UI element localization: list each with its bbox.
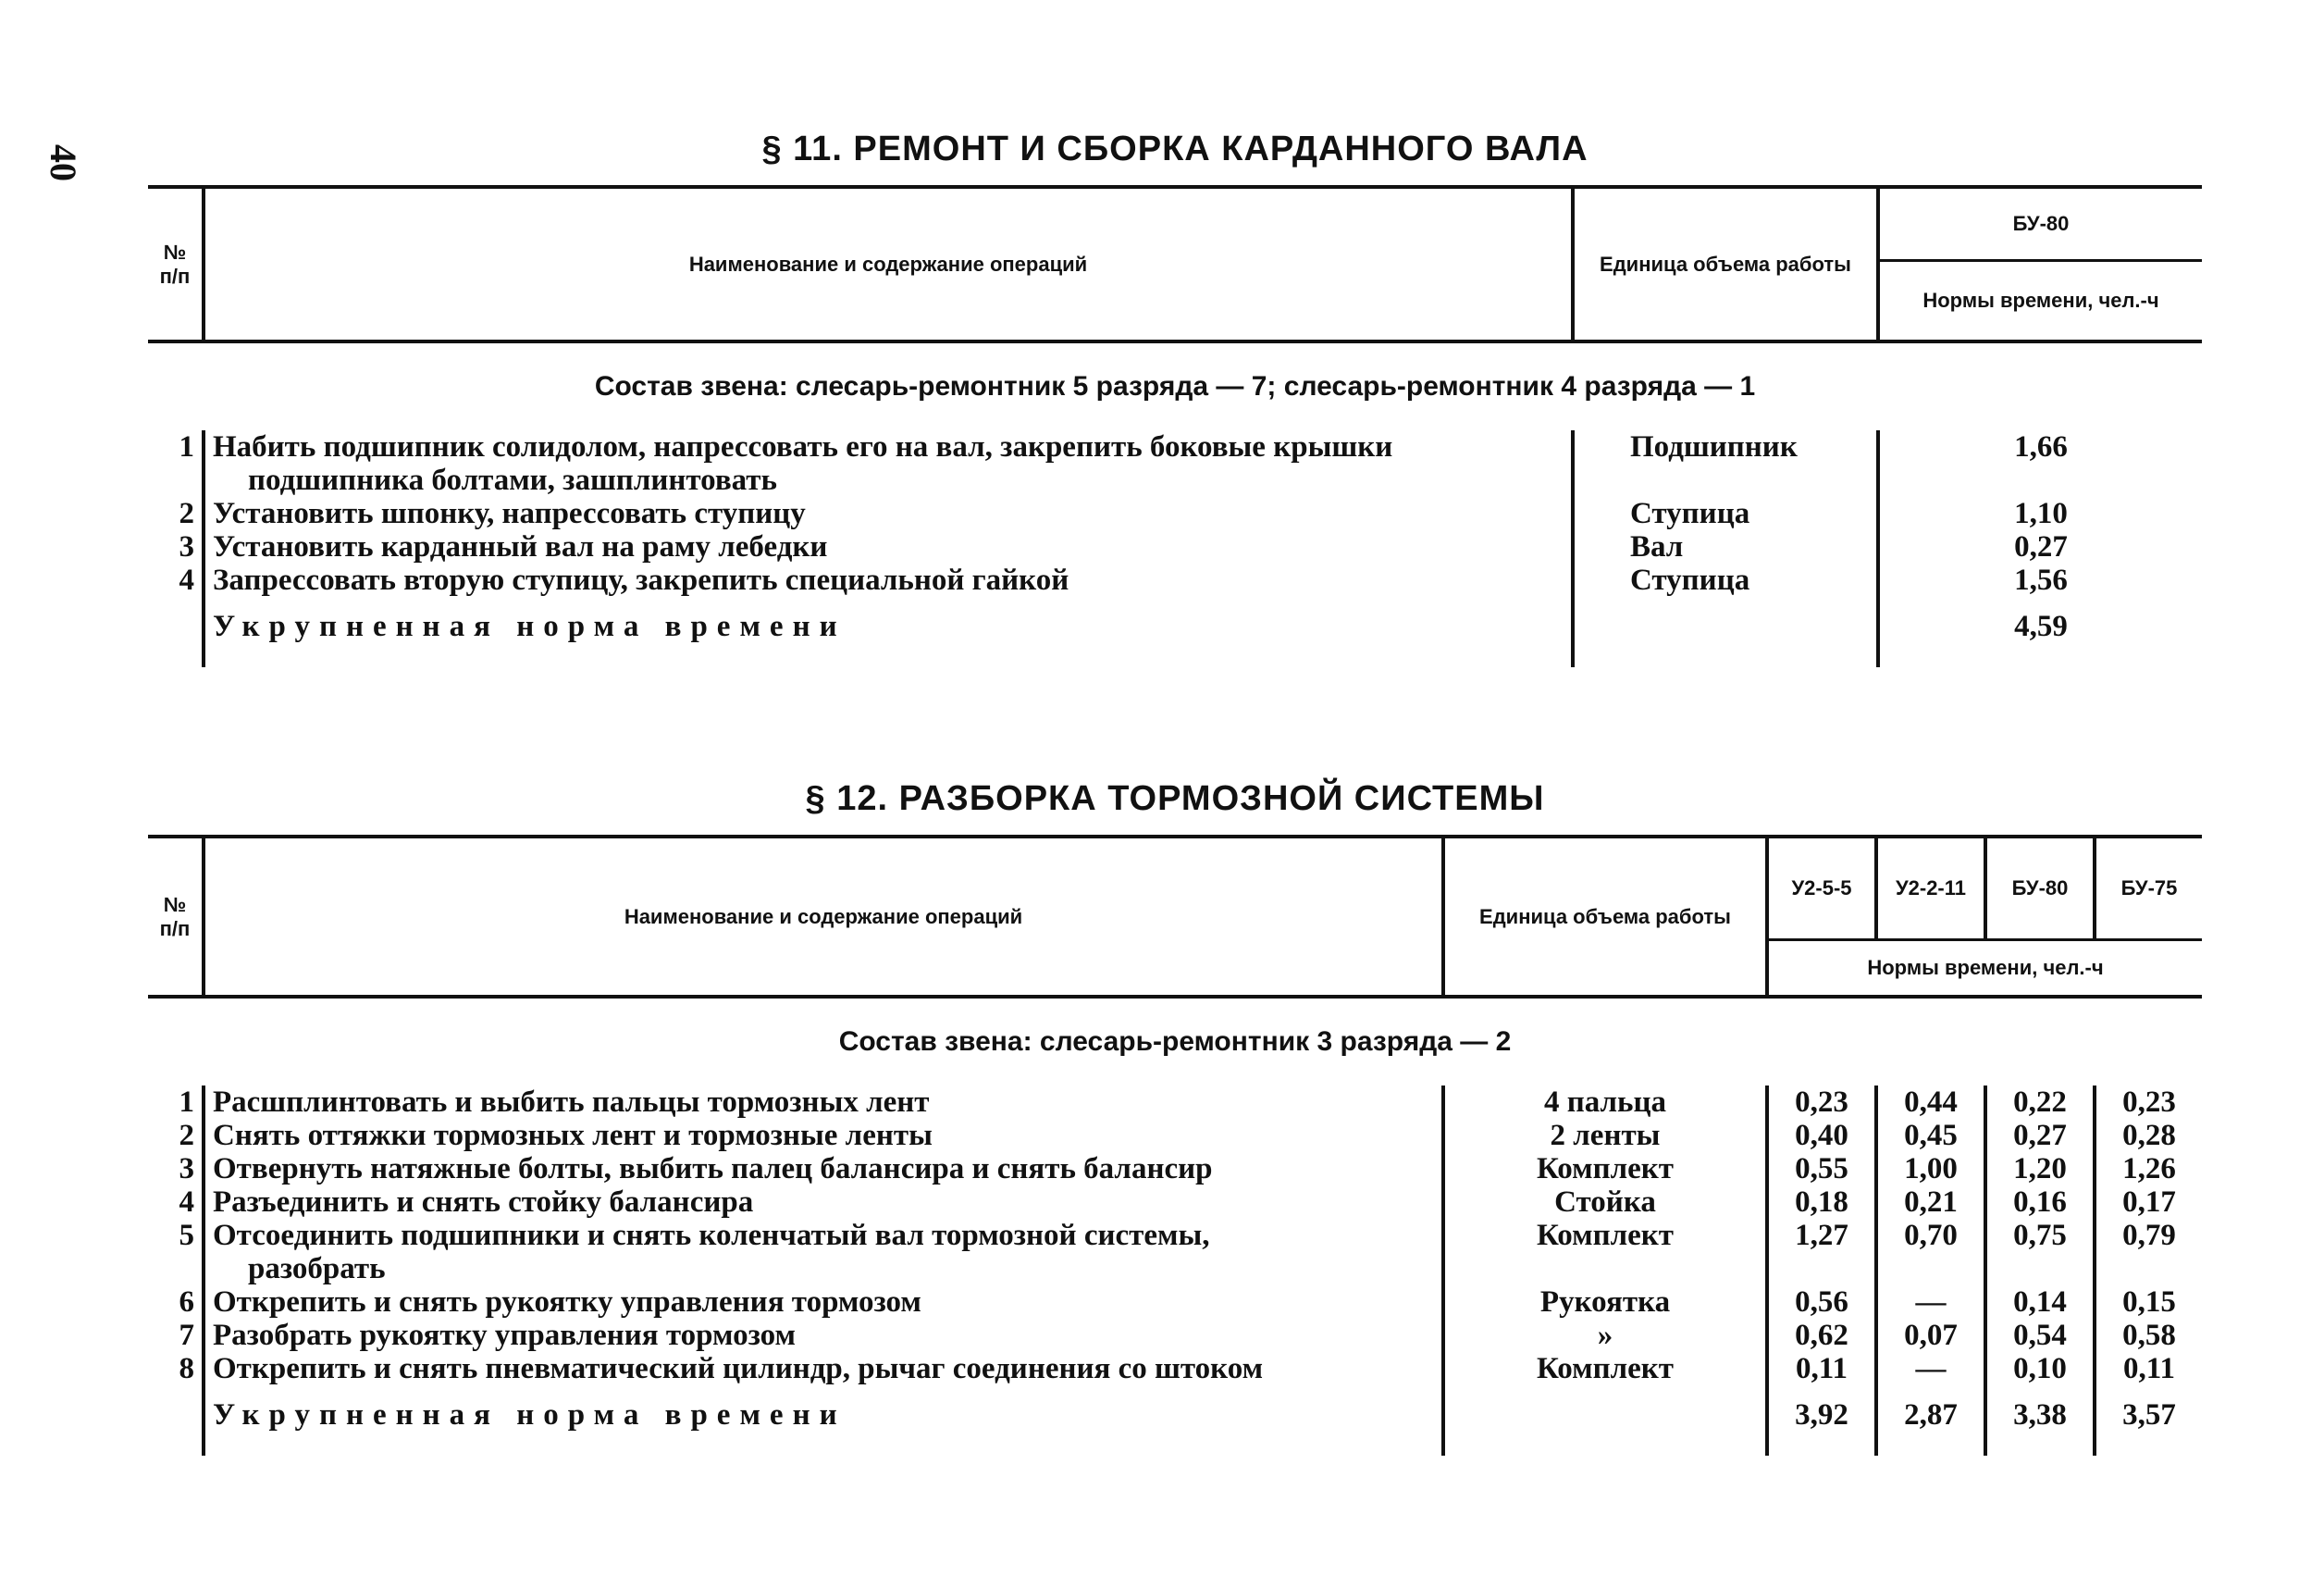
row-name: Набить подшипник солидолом, напрессовать его на вал, закрепить боковые крышки подшипника болтами, зашплинтовать <box>204 430 1573 497</box>
crew-composition: Состав звена: слесарь-ремонтник 3 разряда — 2 <box>838 1026 1512 1057</box>
row-num: 1 <box>179 430 194 464</box>
section-12 <box>148 779 2202 1456</box>
row-value: 0,18 <box>1767 1185 1876 1219</box>
page-number: 40 <box>43 144 84 181</box>
row-value: 0,07 <box>1876 1319 1985 1352</box>
row-value: 0,62 <box>1767 1319 1876 1352</box>
row-value: 1,00 <box>1876 1152 1985 1185</box>
row-num: 1 <box>179 1086 194 1119</box>
row-name: Разъединить и снять стойку балансира <box>204 1185 1443 1219</box>
row-num: 6 <box>179 1285 194 1319</box>
header-model: БУ-80 <box>1878 187 2202 261</box>
total-value: 3,57 <box>2095 1385 2202 1456</box>
header-model: У2-2-11 <box>1876 837 1985 940</box>
row-value: 0,17 <box>2095 1185 2202 1219</box>
row-unit: Ступица <box>1573 564 1878 597</box>
header-name: Наименование и содержание операций <box>204 187 1573 341</box>
row-num: 3 <box>179 1152 194 1185</box>
row-value: 0,27 <box>1985 1119 2095 1152</box>
row-num: 7 <box>179 1319 194 1352</box>
row-unit: Ступица <box>1573 497 1878 530</box>
header-model: БУ-80 <box>1985 837 2095 940</box>
table-row <box>148 564 2202 597</box>
total-value: 4,59 <box>1878 597 2202 667</box>
row-value: 1,26 <box>2095 1152 2202 1185</box>
header-norms: Нормы времени, чел.-ч <box>1767 940 2202 998</box>
row-value: 0,54 <box>1985 1319 2095 1352</box>
row-num: 5 <box>179 1219 194 1252</box>
table-row <box>148 1086 2202 1119</box>
table-row <box>148 1185 2202 1219</box>
row-value: 0,79 <box>2095 1219 2202 1285</box>
table-row <box>148 1119 2202 1152</box>
row-unit: » <box>1443 1319 1767 1352</box>
row-unit: Комплект <box>1443 1352 1767 1385</box>
row-value: 0,11 <box>1767 1352 1876 1385</box>
row-num: 8 <box>179 1352 194 1385</box>
row-unit: 2 ленты <box>1443 1119 1767 1152</box>
row-value: 1,20 <box>1985 1152 2095 1185</box>
row-value: 1,66 <box>1878 430 2202 497</box>
row-num: 2 <box>179 497 194 530</box>
norms-table <box>148 835 2202 1456</box>
row-value: — <box>1876 1352 1985 1385</box>
row-name: Отвернуть натяжные болты, выбить палец балансира и снять балансир <box>204 1152 1443 1185</box>
row-unit: Подшипник <box>1573 430 1878 497</box>
row-unit: Стойка <box>1443 1185 1767 1219</box>
section-title: § 12. РАЗБОРКА ТОРМОЗНОЙ СИСТЕМЫ <box>805 779 1545 818</box>
header-model: У2-5-5 <box>1767 837 1876 940</box>
row-num: 4 <box>179 1185 194 1219</box>
row-value: 0,27 <box>1878 530 2202 564</box>
total-value: 2,87 <box>1876 1385 1985 1456</box>
total-value: 3,38 <box>1985 1385 2095 1456</box>
table-row <box>148 497 2202 530</box>
header-unit: Единица объема работы <box>1443 837 1767 997</box>
row-value: 0,21 <box>1876 1185 1985 1219</box>
row-value: — <box>1876 1285 1985 1319</box>
row-name: Установить карданный вал на раму лебедки <box>204 530 1573 564</box>
table-row <box>148 1219 2202 1285</box>
row-name: Запрессовать вторую ступицу, закрепить специальной гайкой <box>204 564 1573 597</box>
total-label: Укрупненная норма времени <box>204 597 1573 667</box>
row-value: 0,15 <box>2095 1285 2202 1319</box>
row-value: 0,45 <box>1876 1119 1985 1152</box>
total-row <box>148 597 2202 667</box>
row-value: 0,22 <box>1985 1086 2095 1119</box>
row-unit: Комплект <box>1443 1152 1767 1185</box>
row-num: 4 <box>179 564 194 597</box>
row-name: Открепить и снять рукоятку управления тормозом <box>204 1285 1443 1319</box>
section-title: § 11. РЕМОНТ И СБОРКА КАРДАННОГО ВАЛА <box>761 130 1588 168</box>
table-row <box>148 430 2202 497</box>
row-name: Установить шпонку, напрессовать ступицу <box>204 497 1573 530</box>
table-row <box>148 530 2202 564</box>
header-num: № п/п <box>148 187 204 341</box>
row-value: 1,10 <box>1878 497 2202 530</box>
row-unit: Комплект <box>1443 1219 1767 1285</box>
row-value: 0,11 <box>2095 1352 2202 1385</box>
row-value: 0,10 <box>1985 1352 2095 1385</box>
row-value: 0,56 <box>1767 1285 1876 1319</box>
row-value: 0,14 <box>1985 1285 2095 1319</box>
header-name: Наименование и содержание операций <box>204 837 1443 997</box>
row-value: 0,40 <box>1767 1119 1876 1152</box>
row-name: Снять оттяжки тормозных лент и тормозные ленты <box>204 1119 1443 1152</box>
crew-composition: Состав звена: слесарь-ремонтник 5 разряда — 7; слесарь-ремонтник 4 разряда — 1 <box>594 371 1756 402</box>
row-value: 0,44 <box>1876 1086 1985 1119</box>
row-value: 0,23 <box>1767 1086 1876 1119</box>
row-unit: Рукоятка <box>1443 1285 1767 1319</box>
norms-table <box>148 185 2202 667</box>
row-unit: Вал <box>1573 530 1878 564</box>
total-label: Укрупненная норма времени <box>204 1385 1443 1456</box>
row-value: 0,16 <box>1985 1185 2095 1219</box>
table-row <box>148 1285 2202 1319</box>
row-num: 2 <box>179 1119 194 1152</box>
header-num: № п/п <box>148 837 204 997</box>
row-value: 1,27 <box>1767 1219 1876 1285</box>
row-name: Отсоединить подшипники и снять коленчатый вал тормозной системы, разобрать <box>204 1219 1443 1285</box>
row-value: 0,23 <box>2095 1086 2202 1119</box>
table-row <box>148 1152 2202 1185</box>
row-value: 0,55 <box>1767 1152 1876 1185</box>
section-11 <box>148 130 2202 667</box>
row-num: 3 <box>179 530 194 564</box>
row-value: 0,75 <box>1985 1219 2095 1285</box>
header-norms: Нормы времени, чел.-ч <box>1878 261 2202 342</box>
row-value: 1,56 <box>1878 564 2202 597</box>
table-row <box>148 1352 2202 1385</box>
header-unit: Единица объема работы <box>1573 187 1878 341</box>
total-value: 3,92 <box>1767 1385 1876 1456</box>
row-value: 0,28 <box>2095 1119 2202 1152</box>
total-row <box>148 1385 2202 1456</box>
row-value: 0,58 <box>2095 1319 2202 1352</box>
row-name: Открепить и снять пневматический цилиндр, рычаг соединения со штоком <box>204 1352 1443 1385</box>
table-row <box>148 1319 2202 1352</box>
row-name: Расшплинтовать и выбить пальцы тормозных лент <box>204 1086 1443 1119</box>
header-model: БУ-75 <box>2095 837 2202 940</box>
row-name: Разобрать рукоятку управления тормозом <box>204 1319 1443 1352</box>
row-unit: 4 пальца <box>1443 1086 1767 1119</box>
row-value: 0,70 <box>1876 1219 1985 1285</box>
